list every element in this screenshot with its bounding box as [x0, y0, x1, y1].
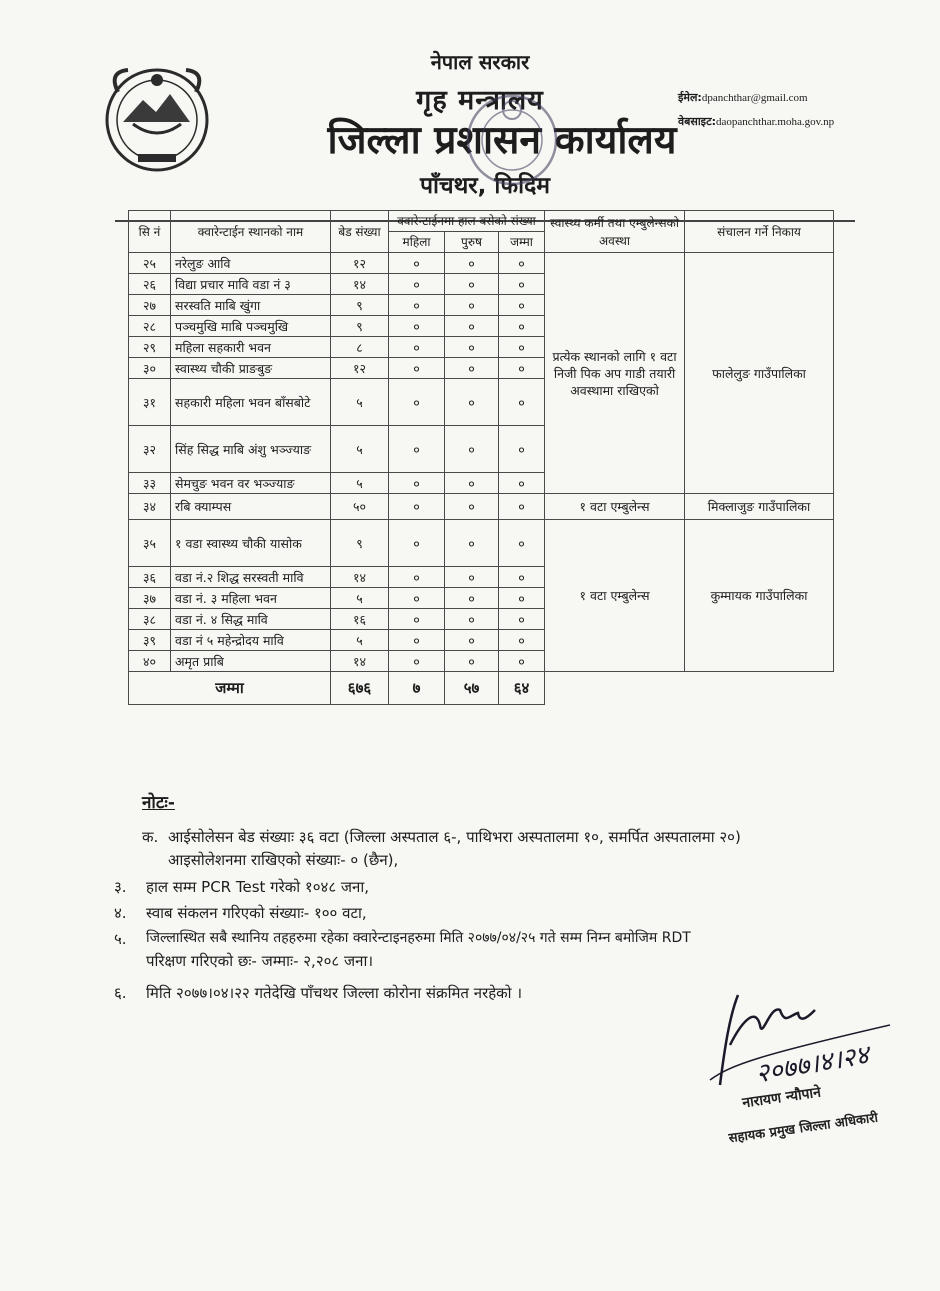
- cell-sn: ३०: [129, 358, 171, 379]
- cell-female: ०: [389, 358, 445, 379]
- office-name: जिल्ला प्रशासन कार्यालय: [327, 118, 677, 163]
- cell-sn: २६: [129, 274, 171, 295]
- cell-total: ०: [499, 630, 545, 651]
- cell-male: ०: [445, 316, 499, 337]
- cell-male: ०: [445, 274, 499, 295]
- cell-total: ०: [499, 588, 545, 609]
- group2-operator: मिक्लाजुङ गाउँपालिका: [685, 494, 834, 520]
- note-number: ६.: [114, 984, 127, 1002]
- group2-health: १ वटा एम्बुलेन्स: [545, 494, 685, 520]
- note-number: ४.: [114, 904, 127, 922]
- group1-operator: फालेलुङ गाउँपालिका: [685, 253, 834, 494]
- cell-sn: २८: [129, 316, 171, 337]
- cell-female: ०: [389, 295, 445, 316]
- cell-female: ०: [389, 588, 445, 609]
- cell-sn: २९: [129, 337, 171, 358]
- cell-male: ०: [445, 567, 499, 588]
- cell-male: ०: [445, 520, 499, 567]
- cell-total: ०: [499, 520, 545, 567]
- note-item: [142, 826, 822, 873]
- cell-beds: ५०: [331, 494, 389, 520]
- header-place: क्वारेन्टाईन स्थानको नाम: [171, 211, 331, 253]
- note-line: स्वाब संकलन गरिएको संख्याः- १०० वटा,: [146, 904, 367, 922]
- signature-date: २०७७।४।२४: [753, 1040, 872, 1090]
- cell-male: ०: [445, 253, 499, 274]
- header-female: महिला: [389, 232, 445, 253]
- cell-name: अमृत प्राबि: [171, 651, 331, 672]
- totals-male: ५७: [445, 672, 499, 705]
- note-line: जिल्लास्थित सबै स्थानिय तहहरुमा रहेका क्वारेन्टाइनहरुमा मिति २०७७/०४/२५ गते सम्म निम्न बमोजिम RDT: [146, 930, 691, 946]
- header-operator: संचालन गर्ने निकाय: [685, 211, 834, 253]
- totals-blank: [545, 672, 834, 705]
- signatory-title: सहायक प्रमुख जिल्ला अधिकारी: [727, 1110, 879, 1147]
- notes-title: नोटः-: [142, 793, 175, 813]
- header-male: पुरुष: [445, 232, 499, 253]
- cell-sn: ३७: [129, 588, 171, 609]
- group3-operator: कुम्मायक गाउँपालिका: [685, 520, 834, 672]
- note-line: आइसोलेशनमा राखिएको संख्याः- ० (छैन),: [168, 851, 399, 870]
- totals-label: जम्मा: [129, 672, 331, 705]
- cell-female: ०: [389, 337, 445, 358]
- cell-male: ०: [445, 426, 499, 473]
- cell-sn: ३८: [129, 609, 171, 630]
- cell-beds: ५: [331, 379, 389, 426]
- cell-total: ०: [499, 358, 545, 379]
- cell-sn: ३६: [129, 567, 171, 588]
- cell-male: ०: [445, 379, 499, 426]
- cell-female: ०: [389, 567, 445, 588]
- cell-beds: ८: [331, 337, 389, 358]
- cell-beds: ९: [331, 295, 389, 316]
- cell-female: ०: [389, 651, 445, 672]
- cell-name: वडा नं. ४ सिद्ध मावि: [171, 609, 331, 630]
- cell-beds: १२: [331, 253, 389, 274]
- cell-total: ०: [499, 274, 545, 295]
- note-line: मिति २०७७।०४।२२ गतेदेखि पाँचथर जिल्ला कोरोना संक्रमित नरहेको ।: [146, 984, 523, 1002]
- cell-name: पञ्चमुखि माबि पञ्चमुखि: [171, 316, 331, 337]
- cell-male: ०: [445, 295, 499, 316]
- cell-female: ०: [389, 253, 445, 274]
- cell-sn: ३३: [129, 473, 171, 494]
- cell-beds: ५: [331, 426, 389, 473]
- website-address: daopanchthar.moha.gov.np: [716, 116, 835, 128]
- cell-female: ०: [389, 630, 445, 651]
- cell-female: ०: [389, 316, 445, 337]
- cell-beds: १४: [331, 274, 389, 295]
- government-name: नेपाल सरकार: [430, 50, 530, 74]
- cell-beds: ५: [331, 473, 389, 494]
- cell-total: ०: [499, 253, 545, 274]
- cell-beds: १६: [331, 609, 389, 630]
- cell-total: ०: [499, 295, 545, 316]
- ministry-name: गृह मन्त्रालय: [416, 85, 544, 116]
- cell-name: नरेलुङ आवि: [171, 253, 331, 274]
- cell-sn: ३९: [129, 630, 171, 651]
- cell-total: ०: [499, 379, 545, 426]
- email-label: ईमेल:: [678, 91, 702, 104]
- signatory-name: नारायण न्यौपाने: [741, 1084, 822, 1112]
- cell-male: ०: [445, 358, 499, 379]
- cell-name: १ वडा स्वास्थ्य चौकी यासोक: [171, 520, 331, 567]
- table-row: [129, 520, 834, 567]
- email-address: dpanchthar@gmail.com: [701, 92, 808, 104]
- cell-female: ०: [389, 473, 445, 494]
- cell-name: सरस्वति माबि खुंगा: [171, 295, 331, 316]
- cell-sn: ३२: [129, 426, 171, 473]
- cell-female: ०: [389, 520, 445, 567]
- note-number: क.: [142, 828, 159, 846]
- totals-beds: ६७६: [331, 672, 389, 705]
- cell-male: ०: [445, 588, 499, 609]
- cell-name: सिंह सिद्ध माबि अंशु भञ्ज्याङ: [171, 426, 331, 473]
- cell-sn: ४०: [129, 651, 171, 672]
- cell-sn: ३१: [129, 379, 171, 426]
- totals-total: ६४: [499, 672, 545, 705]
- note-line: आईसोलेसन बेड संख्याः ३६ वटा (जिल्ला अस्पताल ६-, पाथिभरा अस्पतालमा १०, समर्पित अस्पतालमा २०): [168, 828, 741, 846]
- cell-male: ०: [445, 609, 499, 630]
- cell-total: ०: [499, 609, 545, 630]
- note-number: ५.: [114, 930, 127, 948]
- table-row: [129, 494, 834, 520]
- cell-beds: ५: [331, 630, 389, 651]
- nepal-emblem-icon: [98, 62, 216, 174]
- cell-total: ०: [499, 651, 545, 672]
- cell-female: ०: [389, 494, 445, 520]
- cell-sn: २७: [129, 295, 171, 316]
- cell-beds: १४: [331, 567, 389, 588]
- cell-beds: ९: [331, 520, 389, 567]
- cell-total: ०: [499, 494, 545, 520]
- cell-female: ०: [389, 609, 445, 630]
- note-item: [114, 876, 814, 899]
- cell-male: ०: [445, 630, 499, 651]
- cell-sn: २५: [129, 253, 171, 274]
- cell-beds: १२: [331, 358, 389, 379]
- table-row: [129, 253, 834, 274]
- cell-name: सहकारी महिला भवन बाँसबोटे: [171, 379, 331, 426]
- note-line: हाल सम्म PCR Test गरेको १०४८ जना,: [146, 878, 369, 896]
- cell-name: सेमचुङ भवन वर भञ्ज्याङ: [171, 473, 331, 494]
- website-contact: [678, 114, 834, 129]
- header-beds: बेड संख्या: [331, 211, 389, 253]
- cell-male: ०: [445, 494, 499, 520]
- quarantine-table: [128, 210, 834, 705]
- header-sn: सि नं: [129, 211, 171, 253]
- cell-name: वडा नं ५ महेन्द्रोदय मावि: [171, 630, 331, 651]
- note-line: परिक्षण गरिएको छः- जम्माः- २,२०८ जना।: [146, 951, 374, 970]
- cell-beds: ९: [331, 316, 389, 337]
- cell-name: महिला सहकारी भवन: [171, 337, 331, 358]
- cell-male: ०: [445, 651, 499, 672]
- cell-total: ०: [499, 426, 545, 473]
- cell-female: ०: [389, 379, 445, 426]
- cell-total: ०: [499, 473, 545, 494]
- handwritten-signature: [700, 985, 900, 1090]
- totals-row: [129, 672, 834, 705]
- note-item: [114, 902, 814, 925]
- header-health: स्वास्थ्य कर्मी तथा एम्बुलेन्सको अवस्था: [545, 211, 685, 253]
- cell-name: स्वास्थ्य चौकी प्राङबुङ: [171, 358, 331, 379]
- office-stamp-icon: [462, 90, 562, 190]
- cell-sn: ३५: [129, 520, 171, 567]
- cell-name: वडा नं.२ शिद्ध सरस्वती मावि: [171, 567, 331, 588]
- group1-health: प्रत्येक स्थानको लागि १ वटा निजी पिक अप गाडी तयारी अवस्थामा राखिएको: [545, 253, 685, 494]
- cell-male: ०: [445, 337, 499, 358]
- group3-health: १ वटा एम्बुलेन्स: [545, 520, 685, 672]
- totals-female: ७: [389, 672, 445, 705]
- cell-sn: ३४: [129, 494, 171, 520]
- cell-female: ०: [389, 426, 445, 473]
- cell-total: ०: [499, 337, 545, 358]
- cell-female: ०: [389, 274, 445, 295]
- table-header-row: [129, 211, 834, 232]
- header-current: क्वारेन्टाईनमा हाल बसेको संख्या: [389, 211, 545, 232]
- office-location: पाँचथर, फिदिम: [419, 173, 551, 199]
- cell-total: ०: [499, 316, 545, 337]
- cell-name: विद्या प्रचार मावि वडा नं ३: [171, 274, 331, 295]
- cell-name: रबि क्याम्पस: [171, 494, 331, 520]
- note-item: [114, 928, 814, 973]
- email-contact: [678, 90, 808, 105]
- cell-beds: १४: [331, 651, 389, 672]
- header-total: जम्मा: [499, 232, 545, 253]
- note-number: ३.: [114, 878, 127, 896]
- cell-total: ०: [499, 567, 545, 588]
- cell-beds: ५: [331, 588, 389, 609]
- cell-name: वडा नं. ३ महिला भवन: [171, 588, 331, 609]
- cell-male: ०: [445, 473, 499, 494]
- website-label: वेबसाइट:: [678, 115, 717, 128]
